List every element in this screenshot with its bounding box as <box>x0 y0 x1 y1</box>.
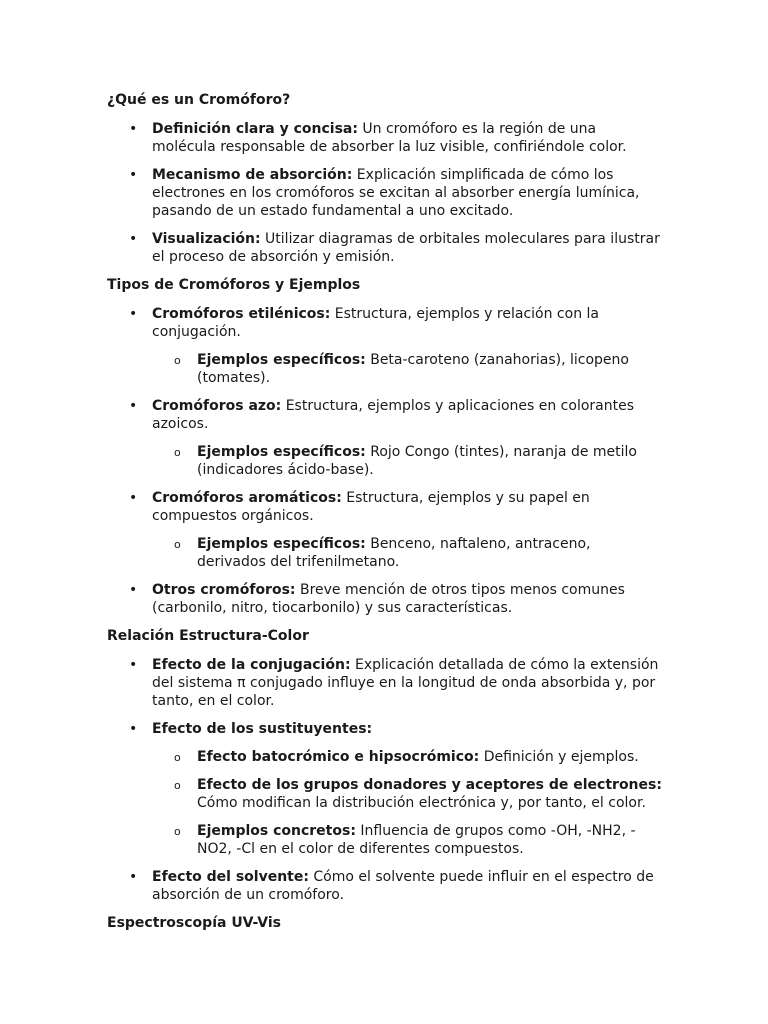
item-label: Visualización: <box>152 231 261 247</box>
sub-item-text: Cómo modifican la distribución electrónica y, por tanto, el color. <box>197 795 646 811</box>
sub-item-text: Definición y ejemplos. <box>479 749 639 765</box>
item-text: Estructura, ejemplos y aplicaciones en colorantes azoicos. <box>152 398 635 432</box>
sub-list-item <box>152 535 662 571</box>
list-item <box>107 120 662 156</box>
sub-list-item <box>152 776 662 812</box>
bullet-list <box>107 305 662 617</box>
sub-item-text: Benceno, naftaleno, antraceno, derivados del trifenilmetano. <box>197 536 591 570</box>
sub-item-text: Influencia de grupos como -OH, -NH2, -NO2, -Cl en el color de diferentes compuestos. <box>197 823 636 857</box>
sub-list <box>152 748 662 858</box>
list-item <box>107 397 662 479</box>
sub-list-item <box>152 351 662 387</box>
sub-list <box>152 535 662 571</box>
list-item <box>107 581 662 617</box>
list-item <box>107 489 662 571</box>
sub-list <box>152 443 662 479</box>
section-heading: Relación Estructura-Color <box>107 628 309 644</box>
bullet-list <box>107 120 662 266</box>
sub-item-label: Efecto de los grupos donadores y aceptores de electrones: <box>197 777 662 793</box>
list-item <box>107 720 662 858</box>
section-heading: Tipos de Cromóforos y Ejemplos <box>107 277 361 293</box>
item-label: Otros cromóforos: <box>152 582 296 598</box>
item-text: Estructura, ejemplos y su papel en compuestos orgánicos. <box>152 490 590 524</box>
list-item <box>107 166 662 220</box>
sub-item-label: Efecto batocrómico e hipsocrómico: <box>197 749 480 765</box>
section-heading: ¿Qué es un Cromóforo? <box>107 92 291 108</box>
item-text: Utilizar diagramas de orbitales moleculares para ilustrar el proceso de absorción y emisión. <box>152 231 660 265</box>
item-text: Explicación detallada de cómo la extensión del sistema π conjugado influye en la longitud de onda absorbida y, por tanto, en el color. <box>152 657 659 709</box>
sub-item-text: Beta-caroteno (zanahorias), licopeno (tomates). <box>197 352 629 386</box>
sub-list-item <box>152 822 662 858</box>
item-text: Explicación simplificada de cómo los electrones en los cromóforos se excitan al absorber energía lumínica, pasando de un estado fundamental a uno excitado. <box>152 167 640 219</box>
sub-item-label: Ejemplos concretos: <box>197 823 356 839</box>
sub-item-text: Rojo Congo (tintes), naranja de metilo (indicadores ácido-base). <box>197 444 637 478</box>
item-text: Breve mención de otros tipos menos comunes (carbonilo, nitro, tiocarbonilo) y sus características. <box>152 582 625 616</box>
item-text: Un cromóforo es la región de una molécula responsable de absorber la luz visible, confiriéndole color. <box>152 121 627 155</box>
item-label: Cromóforos aromáticos: <box>152 490 342 506</box>
item-label: Cromóforos etilénicos: <box>152 306 331 322</box>
bullet-list <box>107 656 662 904</box>
sub-item-label: Ejemplos específicos: <box>197 536 366 552</box>
item-label: Efecto de la conjugación: <box>152 657 351 673</box>
item-label: Efecto de los sustituyentes: <box>152 721 373 737</box>
item-text: Cómo el solvente puede influir en el espectro de absorción de un cromóforo. <box>152 869 654 903</box>
list-item <box>107 656 662 710</box>
list-item <box>107 230 662 266</box>
sub-list-item <box>152 748 662 766</box>
sub-list <box>152 351 662 387</box>
list-item <box>107 868 662 904</box>
item-label: Definición clara y concisa: <box>152 121 358 137</box>
list-item <box>107 305 662 387</box>
section-heading: Espectroscopía UV-Vis <box>107 915 282 931</box>
sub-item-label: Ejemplos específicos: <box>197 444 366 460</box>
sub-item-label: Ejemplos específicos: <box>197 352 366 368</box>
sub-list-item <box>152 443 662 479</box>
item-label: Mecanismo de absorción: <box>152 167 353 183</box>
item-label: Efecto del solvente: <box>152 869 309 885</box>
item-text: Estructura, ejemplos y relación con la conjugación. <box>152 306 599 340</box>
item-label: Cromóforos azo: <box>152 398 282 414</box>
